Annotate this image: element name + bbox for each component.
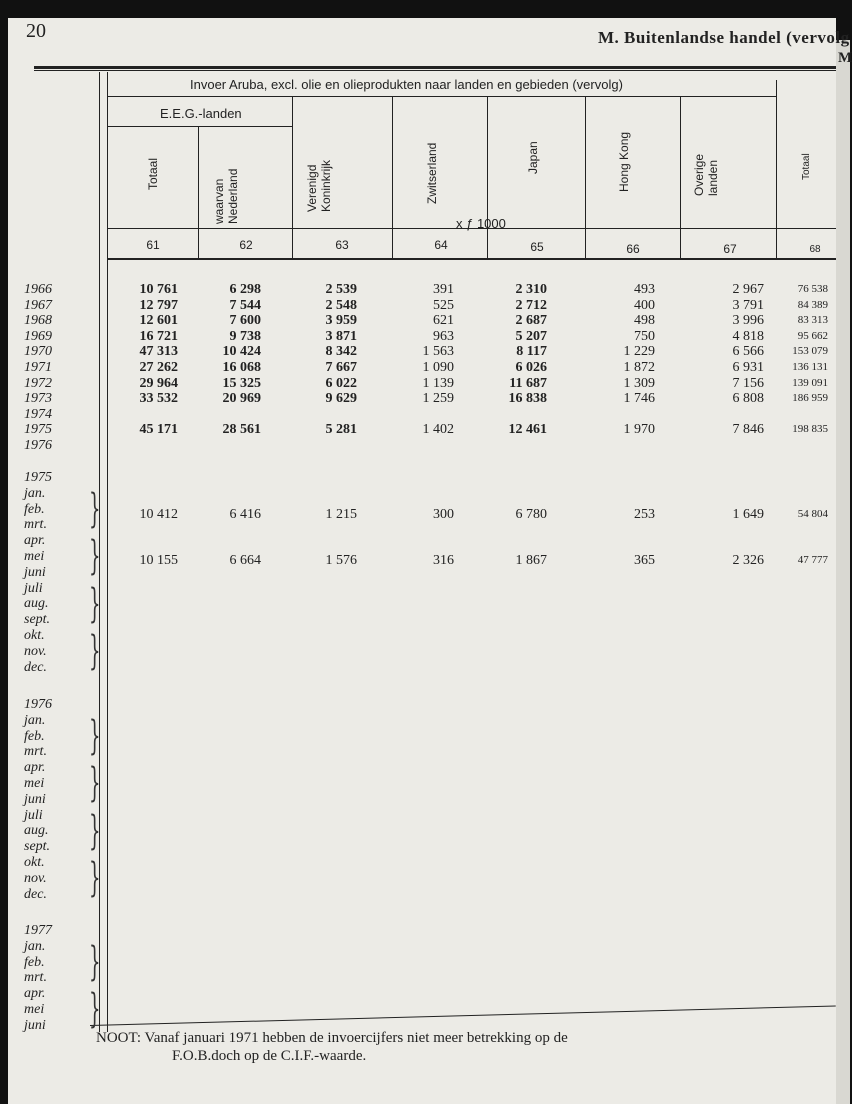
quarter-brace: } bbox=[88, 628, 101, 674]
table-cell: 8 342 bbox=[325, 344, 357, 360]
table-cell: 139 091 bbox=[792, 376, 828, 389]
table-cell: 6 298 bbox=[229, 282, 261, 297]
quarter-cell: 253 bbox=[634, 507, 655, 522]
month-label: aug. bbox=[24, 823, 49, 839]
quarter-cell: 47 777 bbox=[797, 554, 828, 566]
month-label: mei bbox=[24, 1002, 45, 1017]
year-label: 1975 bbox=[24, 422, 52, 438]
table-cell: 1 090 bbox=[422, 360, 454, 375]
table-cell: 6 026 bbox=[515, 360, 547, 375]
table-cell: 621 bbox=[433, 313, 454, 329]
table-cell: 2 712 bbox=[515, 297, 547, 313]
col-rule-4 bbox=[487, 96, 488, 258]
table-cell: 1 402 bbox=[422, 422, 454, 438]
table-cell: 83 313 bbox=[797, 314, 828, 327]
table-cell: 6 566 bbox=[732, 344, 764, 360]
month-label: mrt. bbox=[24, 970, 47, 986]
table-cell: 7 600 bbox=[229, 313, 261, 329]
table-cell: 2 967 bbox=[732, 282, 764, 297]
table-cell: 525 bbox=[433, 297, 454, 313]
month-label: mrt. bbox=[24, 744, 47, 760]
table-cell: 1 309 bbox=[623, 375, 655, 391]
table-cell: 3 791 bbox=[732, 297, 764, 313]
quarter-brace: } bbox=[88, 986, 101, 1033]
quarter-brace: } bbox=[88, 533, 101, 580]
table-cell: 400 bbox=[634, 297, 655, 313]
quarter-brace: } bbox=[88, 938, 101, 985]
month-label: jan. bbox=[24, 712, 46, 728]
year-label: 1974 bbox=[24, 406, 52, 422]
table-cell: 3 996 bbox=[732, 313, 764, 329]
col-number: 65 bbox=[530, 240, 544, 254]
table-cell: 28 561 bbox=[222, 422, 261, 438]
table-cell: 15 325 bbox=[222, 375, 261, 391]
top-rule-thin bbox=[34, 70, 836, 71]
quarter-cell: 1 215 bbox=[325, 507, 357, 522]
table-cell: 16 721 bbox=[139, 328, 178, 344]
month-label: nov. bbox=[24, 643, 47, 659]
table-cell: 493 bbox=[634, 282, 655, 297]
quarter-cell: 1 576 bbox=[325, 553, 357, 568]
table-cell: 1 872 bbox=[623, 360, 655, 375]
month-label: dec. bbox=[24, 659, 47, 675]
table-cell: 4 818 bbox=[732, 328, 764, 344]
table-cell: 20 969 bbox=[222, 391, 261, 407]
col-header-japan: Japan bbox=[526, 141, 540, 174]
quarter-cell: 316 bbox=[433, 553, 454, 568]
year-label: 1970 bbox=[24, 344, 52, 360]
table-cell: 391 bbox=[433, 282, 454, 297]
table-cell: 8 117 bbox=[516, 344, 547, 360]
table-cell: 1 229 bbox=[623, 344, 655, 360]
table-cell: 3 959 bbox=[325, 313, 357, 329]
table-cell: 1 970 bbox=[623, 422, 655, 438]
table-cell: 33 532 bbox=[139, 391, 178, 407]
month-label: juli bbox=[24, 807, 43, 823]
quarter-cell: 54 804 bbox=[797, 508, 828, 520]
quarter-cell: 365 bbox=[634, 553, 655, 568]
year-label: 1973 bbox=[24, 391, 52, 407]
table-cell: 76 538 bbox=[797, 283, 828, 295]
table-cell: 498 bbox=[634, 313, 655, 329]
col-number: 66 bbox=[626, 242, 640, 256]
year-label: 1977 bbox=[24, 923, 52, 938]
quarter-cell: 6 780 bbox=[515, 507, 547, 522]
table-cell: 27 262 bbox=[139, 360, 178, 375]
month-label: apr. bbox=[24, 986, 46, 1002]
section-title: M. Buitenlandse handel (vervolg bbox=[598, 28, 850, 47]
col-rule-6 bbox=[680, 96, 681, 258]
quarter-cell: 300 bbox=[433, 507, 454, 522]
table-cell: 10 761 bbox=[139, 282, 178, 297]
group-rule bbox=[108, 96, 776, 97]
table-cell: 16 838 bbox=[508, 391, 547, 407]
table-cell: 10 424 bbox=[222, 344, 261, 360]
col-rule-3 bbox=[392, 96, 393, 258]
table-cell: 5 207 bbox=[515, 328, 547, 344]
quarter-brace: } bbox=[88, 580, 101, 627]
month-label: nov. bbox=[24, 870, 47, 886]
next-page-edge bbox=[836, 40, 850, 1104]
month-label: juni bbox=[24, 564, 46, 580]
footnote-line-1: NOOT: Vanaf januari 1971 hebben de invoercijfers niet meer betrekking op de bbox=[96, 1030, 568, 1046]
top-rule bbox=[34, 66, 836, 69]
year-label: 1967 bbox=[24, 297, 52, 313]
month-label: mrt. bbox=[24, 517, 47, 533]
table-cell: 153 079 bbox=[792, 345, 828, 358]
table-cell: 47 313 bbox=[139, 344, 178, 360]
year-label: 1971 bbox=[24, 360, 52, 375]
quarter-cell: 6 664 bbox=[229, 553, 261, 568]
month-label: mei bbox=[24, 776, 45, 791]
year-label: 1975 bbox=[24, 470, 52, 485]
group-title: Invoer Aruba, excl. olie en olieprodukten naar landen en gebieden (vervolg) bbox=[190, 77, 623, 92]
col-header-nederland: waarvan Nederland bbox=[212, 168, 240, 224]
col-number: 61 bbox=[146, 238, 160, 252]
col-header-vk: Verenigd Koninkrijk bbox=[305, 159, 333, 212]
table-cell: 6 808 bbox=[732, 391, 764, 407]
col-header-hongkong: Hong Kong bbox=[617, 131, 631, 192]
table-cell: 2 687 bbox=[515, 313, 547, 329]
col-header-totaal-2: Totaal bbox=[801, 153, 812, 180]
quarter-brace: } bbox=[88, 807, 101, 854]
col-rule-1 bbox=[198, 126, 199, 258]
table-cell: 6 022 bbox=[325, 375, 357, 391]
table-cell: 3 871 bbox=[325, 328, 357, 344]
table-cell: 1 746 bbox=[623, 391, 655, 407]
month-label: feb. bbox=[24, 954, 45, 970]
month-label: juni bbox=[24, 1017, 46, 1033]
table-cell: 45 171 bbox=[139, 422, 178, 438]
unit-label: x ƒ 1000 bbox=[456, 216, 506, 231]
page-number: 20 bbox=[26, 20, 46, 42]
col-rule-5 bbox=[585, 96, 586, 258]
col-rule-7 bbox=[776, 80, 777, 258]
col-number: 67 bbox=[723, 242, 737, 256]
col-header-totaal: Totaal bbox=[146, 157, 160, 190]
month-label: sept. bbox=[24, 839, 51, 855]
footnote-line-2: F.O.B.doch op de C.I.F.-waarde. bbox=[172, 1048, 367, 1064]
month-label: jan. bbox=[24, 938, 46, 954]
month-label: apr. bbox=[24, 760, 46, 776]
month-label: feb. bbox=[24, 501, 45, 517]
col-number: 63 bbox=[335, 238, 349, 252]
table-cell: 7 156 bbox=[732, 375, 764, 391]
col-number: 64 bbox=[434, 238, 448, 252]
quarter-cell: 10 155 bbox=[139, 553, 178, 568]
year-label: 1972 bbox=[24, 375, 52, 391]
table-cell: 750 bbox=[634, 328, 655, 344]
table-cell: 2 310 bbox=[515, 282, 547, 297]
table-cell: 29 964 bbox=[139, 375, 178, 391]
table-cell: 7 544 bbox=[229, 297, 261, 313]
month-label: jan. bbox=[24, 485, 46, 501]
table-cell: 12 797 bbox=[139, 297, 178, 313]
month-label: feb. bbox=[24, 728, 45, 744]
month-label: okt. bbox=[24, 628, 45, 643]
month-label: apr. bbox=[24, 533, 46, 549]
table-cell: 963 bbox=[433, 328, 454, 344]
table-cell: 84 389 bbox=[797, 298, 828, 311]
month-label: sept. bbox=[24, 612, 51, 628]
table-cell: 95 662 bbox=[797, 329, 828, 342]
quarter-cell: 6 416 bbox=[229, 507, 261, 522]
month-label: mei bbox=[24, 549, 45, 564]
month-label: dec. bbox=[24, 886, 47, 902]
quarter-cell: 1 867 bbox=[515, 553, 547, 568]
table-cell: 136 131 bbox=[792, 361, 828, 373]
quarter-cell: 10 412 bbox=[139, 507, 178, 522]
month-label: okt. bbox=[24, 855, 45, 870]
table-cell: 11 687 bbox=[509, 375, 547, 391]
table-cell: 12 601 bbox=[139, 313, 178, 329]
month-label: juni bbox=[24, 791, 46, 807]
quarter-brace: } bbox=[88, 485, 101, 532]
table-cell: 1 259 bbox=[422, 391, 454, 407]
table-cell: 6 931 bbox=[732, 360, 764, 375]
year-label: 1976 bbox=[24, 697, 52, 712]
col-number: 62 bbox=[239, 238, 253, 252]
table-cell: 198 835 bbox=[792, 423, 828, 436]
quarter-brace: } bbox=[88, 760, 101, 807]
month-label: juli bbox=[24, 580, 43, 596]
year-label: 1968 bbox=[24, 313, 52, 329]
quarter-cell: 2 326 bbox=[732, 553, 764, 568]
quarter-brace: } bbox=[88, 855, 101, 901]
table-cell: 2 548 bbox=[325, 297, 357, 313]
year-label: 1969 bbox=[24, 328, 52, 344]
eeg-rule bbox=[108, 126, 292, 127]
table-cell: 1 563 bbox=[422, 344, 454, 360]
table-cell: 186 959 bbox=[792, 392, 828, 405]
table-cell: 7 846 bbox=[732, 422, 764, 438]
col-number: 68 bbox=[809, 244, 821, 255]
table-cell: 2 539 bbox=[325, 282, 357, 297]
year-label: 1976 bbox=[24, 438, 52, 453]
colnum-rule bbox=[108, 258, 836, 260]
table-cell: 5 281 bbox=[325, 422, 357, 438]
table-cell: 9 629 bbox=[325, 391, 357, 407]
stub-rule-b bbox=[107, 72, 108, 1032]
col-header-overige: Overige landen bbox=[692, 153, 720, 196]
eeg-title: E.E.G.-landen bbox=[160, 106, 242, 121]
table-cell: 1 139 bbox=[422, 375, 454, 391]
col-header-zwitserland: Zwitserland bbox=[425, 142, 439, 204]
table-cell: 16 068 bbox=[222, 360, 261, 375]
quarter-cell: 1 649 bbox=[732, 507, 764, 522]
year-label: 1966 bbox=[24, 282, 52, 297]
quarter-brace: } bbox=[88, 712, 101, 759]
month-label: aug. bbox=[24, 596, 49, 612]
table-cell: 12 461 bbox=[508, 422, 547, 438]
next-page-letter: M bbox=[838, 50, 852, 66]
table-cell: 7 667 bbox=[325, 360, 357, 375]
col-rule-2 bbox=[292, 96, 293, 258]
table-cell: 9 738 bbox=[229, 328, 261, 344]
